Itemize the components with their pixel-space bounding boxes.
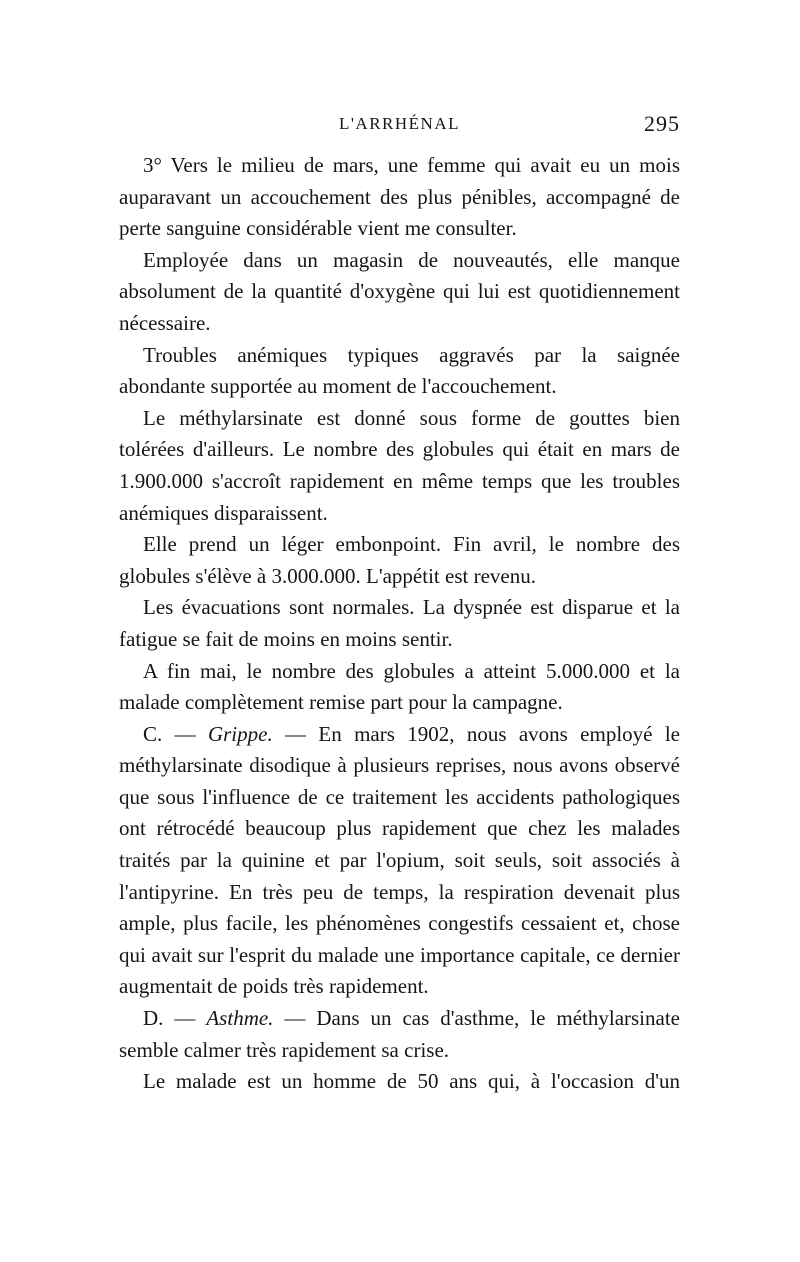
paragraph-evacuations: Les évacuations sont normales. La dyspnée est disparue et la fatigue se fait de moins en moins sentir.	[119, 595, 680, 651]
paragraph-anemic-troubles: Troubles anémiques typiques aggravés par la saignée abondante supportée au moment de l'accouchement.	[119, 342, 680, 399]
paragraph-employee: Employée dans un magasin de nouveautés, elle manque absolument de la quantité d'oxygène qui lui est quotidiennement nécessaire.	[119, 247, 680, 335]
paragraph-embonpoint: Elle prend un léger embonpoint. Fin avril, le nombre des globules s'élève à 3.000.000. L'appétit est revenu.	[119, 532, 680, 588]
running-title: L'ARRHÉNAL	[338, 114, 460, 133]
paragraph-grippe	[119, 719, 680, 1003]
section-title-grippe: Grippe.	[207, 721, 273, 746]
page-number: 295	[644, 111, 680, 136]
body-text	[119, 150, 680, 1098]
paragraph-end-of-may: A fin mai, le nombre des globules a atteint 5.000.000 et la malade complètement remise part pour la campagne.	[119, 658, 680, 715]
paragraph-case-3: 3° Vers le milieu de mars, une femme qui avait eu un mois auparavant un accouchement des plus pénibles, accompagné de perte sanguine considérable vient me consulter.	[119, 153, 680, 241]
asthme-body: — Dans un cas d'asthme, le méthylarsinate semble calmer très rapidement sa crise.	[119, 1006, 680, 1062]
paragraph-asthme	[119, 1003, 680, 1066]
grippe-body: — En mars 1902, nous avons employé le méthylarsinate disodique à plusieurs reprises, nous avons observé que sous l'influence de ce traitement les accidents pathologiques ont rétrocédé beaucoup plus rapidement que chez les malades traités par la quinine et par l'opium, soit seuls, soit associés à l'antipyrine. En très peu de temps, la respiration devenait plus ample, plus facile, les phénomènes congestifs cessaient et, chose qui avait sur l'esprit du malade une importance capitale, ce dernier augmentait de poids très rapidement.	[119, 721, 680, 999]
section-letter-d: D. —	[143, 1006, 207, 1031]
running-header	[119, 111, 680, 144]
paragraph-methylarsinate-drops: Le méthylarsinate est donné sous forme de gouttes bien tolérées d'ailleurs. Le nombre des globules qui était en mars de 1.900.000 s'accroît rapidement en même temps que les troubles anémiques disparaissent.	[119, 405, 680, 525]
section-title-asthme: Asthme.	[206, 1006, 274, 1031]
paragraph-patient-continued: Le malade est un homme de 50 ans qui, à l'occasion d'un	[143, 1069, 680, 1094]
section-letter-c: C. —	[143, 721, 208, 746]
